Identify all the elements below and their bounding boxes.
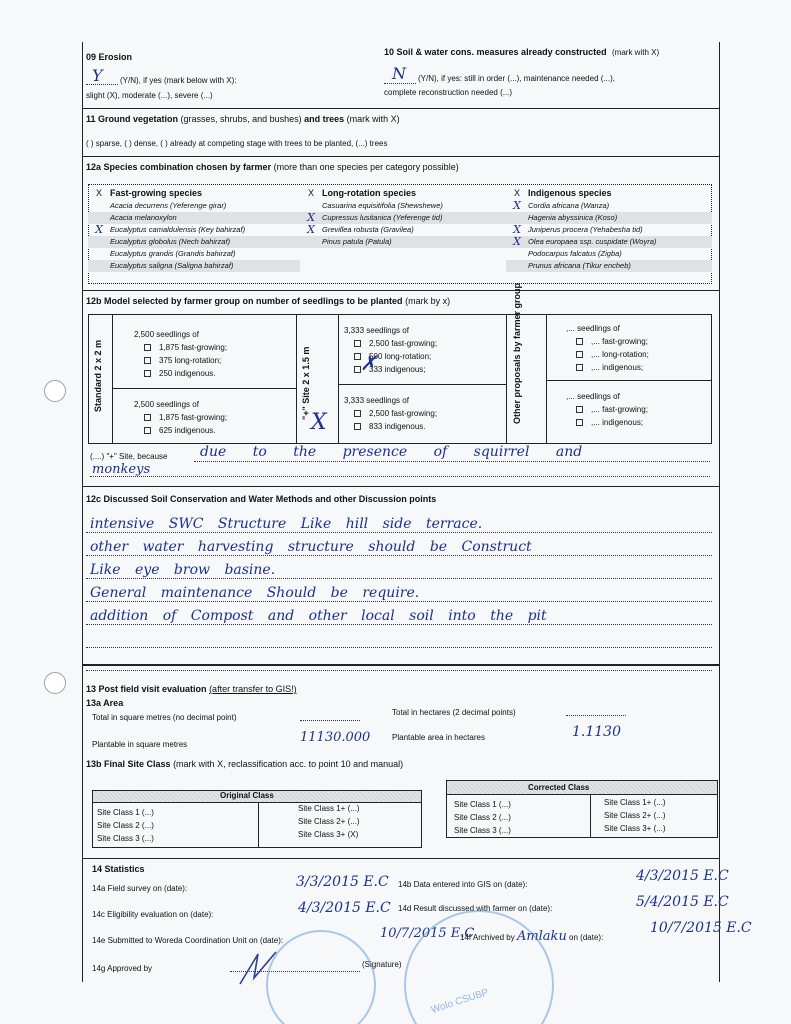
model-other-2 <box>566 390 648 429</box>
species-mark: X <box>513 223 521 236</box>
plantable-sqm-value: 11130.000 <box>300 730 371 745</box>
s10-yn-value: N <box>392 64 406 83</box>
s13b-title-note: (mark with X, reclassification acc. to point 10 and manual) <box>173 759 404 769</box>
s13-title-row <box>86 684 297 694</box>
s14f-name: Amlaku <box>516 929 567 944</box>
species-col-mark: X <box>95 188 102 198</box>
species-mark <box>300 236 322 248</box>
model-standard-1 <box>134 328 227 380</box>
model-plus-1 <box>344 324 437 376</box>
s13a-title: 13a Area <box>86 698 124 708</box>
checkbox <box>144 427 151 434</box>
species-row <box>300 200 506 212</box>
s14b-value: 4/3/2015 E.C <box>636 868 729 884</box>
seedling-option <box>566 361 649 374</box>
s14a-value: 3/3/2015 E.C <box>296 874 389 890</box>
species-col-long <box>300 186 506 248</box>
s11-title-end: and trees <box>304 114 345 124</box>
seedling-option-label: ,... indigenous; <box>591 418 644 427</box>
species-row <box>88 260 300 272</box>
seedling-option <box>344 407 437 420</box>
original-class-header: Original Class <box>220 791 274 800</box>
s14d-value: 5/4/2015 E.C <box>636 894 729 910</box>
model-standard-2 <box>134 398 227 437</box>
plantable-ha-value: 1.1130 <box>572 724 621 740</box>
plus1-longrot-mark: ✗ <box>360 351 377 375</box>
plantable-sqm-label: Plantable in square metres <box>92 740 188 749</box>
seedling-option <box>344 363 437 376</box>
seedling-option <box>344 350 437 363</box>
s14b-label: 14b Data entered into GIS on (date): <box>398 880 528 889</box>
site-class-item: Site Class 3+ (X) <box>298 830 359 839</box>
s14f-label-pre: 14f Archived by <box>460 933 515 942</box>
seedling-option-label: 1,875 fast-growing; <box>159 413 228 422</box>
species-row <box>506 248 712 260</box>
note-text: other water harvesting structure should be Construct <box>90 539 532 555</box>
species-mark <box>88 248 110 260</box>
species-mark <box>88 260 110 272</box>
s11-options: ( ) sparse, ( ) dense, ( ) already at competing stage with trees to be planted, (...) trees <box>86 139 388 148</box>
site-class-item: Site Class 1 (...) <box>454 800 511 809</box>
s14f-value: 10/7/2015 E.C <box>650 920 752 936</box>
seedling-option <box>344 337 437 350</box>
seedling-option <box>566 403 648 416</box>
species-name: Cordia africana (Wanza) <box>528 201 610 210</box>
species-mark: X <box>95 223 103 236</box>
seedling-option <box>134 341 227 354</box>
signature-label: (Signature) <box>362 960 402 969</box>
species-name: Eucalyptus camaldulensis (Key bahirzaf) <box>110 225 246 234</box>
seedling-option-label: 2,500 fast-growing; <box>369 409 438 418</box>
punch-hole <box>44 672 66 694</box>
site-class-item: Site Class 3+ (...) <box>604 824 666 833</box>
s14e-value: 10/7/2015 E.C <box>380 926 475 941</box>
species-mark: X <box>513 199 521 212</box>
seedling-option-label: 1,875 fast-growing; <box>159 343 228 352</box>
s12c-title: 12c Discussed Soil Conservation and Water Methods and other Discussion points <box>86 494 437 504</box>
plantable-ha-label: Plantable area in hectares <box>392 733 485 742</box>
note-line <box>86 556 712 579</box>
total-sqm-label: Total in square metres (no decimal point) <box>92 713 237 722</box>
site-class-item: Site Class 2+ (...) <box>604 811 666 820</box>
seedling-option <box>134 367 227 380</box>
corrected-class-list <box>454 798 511 837</box>
species-col-indig <box>506 186 712 272</box>
s14d-label: 14d Result discussed with farmer on (date): <box>398 904 553 913</box>
seedling-option <box>344 420 437 433</box>
species-row <box>88 248 300 260</box>
checkbox <box>144 357 151 364</box>
checkbox <box>354 340 361 347</box>
seedling-option-label: ,... fast-growing; <box>591 337 648 346</box>
note-text: intensive SWC Structure Like hill side terrace. <box>90 516 483 532</box>
species-name: Eucalyptus globolus (Nech bahirzaf) <box>110 237 231 246</box>
species-mark: X <box>513 235 521 248</box>
species-name: Eucalyptus saligna (Saligna bahirzaf) <box>110 261 234 270</box>
plus-site-label: "+" Site 2 x 1.5 m <box>301 346 311 420</box>
species-name: Eucalyptus grandis (Grandis bahirzaf) <box>110 249 236 258</box>
species-name: Podocarpus falcatus (Zigba) <box>528 249 622 258</box>
note-text: General maintenance Should be require. <box>90 585 420 601</box>
s10-title-note: (mark with X) <box>612 48 660 57</box>
site-class-item: Site Class 1 (...) <box>97 808 154 817</box>
species-name: Acacia melanoxylon <box>110 213 177 222</box>
original-class-list <box>97 806 154 845</box>
seedling-option-label: 625 indigenous. <box>159 426 216 435</box>
seedling-option-label: 500 long-rotation; <box>369 352 432 361</box>
species-row <box>88 236 300 248</box>
model-plus-2 <box>344 394 437 433</box>
because-label: (....) "+" Site, because <box>90 452 168 461</box>
note-text: Like eye brow basine. <box>90 562 276 578</box>
seedling-option <box>134 354 227 367</box>
species-name: Acacia decurrens (Yeferenge girar) <box>110 201 227 210</box>
species-mark: X <box>307 223 315 236</box>
site-class-item: Site Class 1+ (...) <box>604 798 666 807</box>
checkbox <box>576 364 583 371</box>
s09-severity: slight (X), moderate (...), severe (...) <box>86 91 213 100</box>
species-mark <box>88 236 110 248</box>
s13-title: 13 Post field visit evaluation <box>86 684 207 694</box>
total-ha-field <box>566 715 626 716</box>
corrected-class-header: Corrected Class <box>528 783 590 792</box>
s12a-title-row <box>86 162 459 172</box>
note-text: addition of Compost and other local soil into the pit <box>90 608 547 624</box>
s14e-label: 14e Submitted to Woreda Coordination Unit on (date): <box>92 936 284 945</box>
s10-yn-line <box>384 83 416 84</box>
seedling-option-label: 250 indigenous. <box>159 369 216 378</box>
s14f-label-post: on (date): <box>569 933 604 942</box>
seedling-head: 3,333 seedlings of <box>344 326 409 335</box>
species-row <box>506 200 712 212</box>
other-proposals-label: Other proposals by farmer group <box>512 282 522 424</box>
species-col-mark: X <box>307 188 314 198</box>
checkbox <box>144 414 151 421</box>
species-row <box>88 212 300 224</box>
species-header-row <box>300 186 506 200</box>
s14g-label: 14g Approved by <box>92 964 153 973</box>
corrected-class-plus-list <box>604 796 666 835</box>
because-line-2: monkeys <box>92 462 151 477</box>
checkbox <box>144 370 151 377</box>
checkbox <box>576 338 583 345</box>
species-row <box>506 224 712 236</box>
species-header-row <box>506 186 712 200</box>
s10-title: 10 Soil & water cons. measures already constructed <box>384 47 607 57</box>
species-col-header: Indigenous species <box>528 188 612 198</box>
species-col-header: Fast-growing species <box>110 188 203 198</box>
model-other-1 <box>566 322 649 374</box>
species-row <box>506 236 712 248</box>
s11-title-note: (grasses, shrubs, and bushes) <box>180 114 302 124</box>
note-line <box>86 533 712 556</box>
s14a-label: 14a Field survey on (date): <box>92 884 188 893</box>
seedling-option <box>566 348 649 361</box>
s12a-title-note: (more than one species per category possible) <box>273 162 459 172</box>
species-name: Prunus africana (Tikur encheb) <box>528 261 631 270</box>
checkbox <box>576 406 583 413</box>
species-name: Juniperus procera (Yehabesha tid) <box>528 225 643 234</box>
species-row <box>506 212 712 224</box>
seedling-head: 2,500 seedlings of <box>134 400 199 409</box>
species-row <box>88 200 300 212</box>
total-ha-label: Total in hectares (2 decimal points) <box>392 708 516 717</box>
checkbox <box>144 344 151 351</box>
seedling-option <box>134 411 227 424</box>
s12b-title-row <box>86 296 450 306</box>
s13-title-note: (after transfer to GIS!) <box>209 684 297 694</box>
stamp-text: Wolo CSUBP <box>429 987 491 1016</box>
punch-hole <box>44 380 66 402</box>
note-blank-line <box>86 648 712 671</box>
seedling-head: 3,333 seedlings of <box>344 396 409 405</box>
species-mark <box>506 248 528 260</box>
seedling-option <box>566 416 648 429</box>
total-sqm-field <box>300 720 360 721</box>
seedling-option-label: ,... fast-growing; <box>591 405 648 414</box>
species-name: Pinus patula (Patula) <box>322 237 392 246</box>
note-line <box>86 579 712 602</box>
site-class-item: Site Class 3 (...) <box>454 826 511 835</box>
plus-site-mark: X <box>311 410 327 435</box>
s09-title: 09 Erosion <box>86 52 133 62</box>
site-class-item: Site Class 3 (...) <box>97 834 154 843</box>
note-blank-line <box>86 625 712 648</box>
species-name: Grevillea robusta (Gravilea) <box>322 225 414 234</box>
s10-yn-label: (Y/N), if yes: still in order (...), maintenance needed (...), <box>418 74 615 83</box>
s11-title-row <box>86 114 400 124</box>
seedling-option-label: ,... indigenous; <box>591 363 644 372</box>
s12b-title: 12b Model selected by farmer group on number of seedlings to be planted <box>86 296 403 306</box>
s09-yn-line <box>86 84 118 85</box>
species-mark <box>88 200 110 212</box>
s14c-value: 4/3/2015 E.C <box>298 900 391 916</box>
species-name: Casuarina equisitifolia (Shewshewe) <box>322 201 443 210</box>
s13b-title-row <box>86 759 403 769</box>
s09-yn-label: (Y/N), if yes (mark below with X): <box>120 76 237 85</box>
s14-title: 14 Statistics <box>92 864 145 874</box>
s12a-title: 12a Species combination chosen by farmer <box>86 162 272 172</box>
site-class-item: Site Class 2+ (...) <box>298 817 360 826</box>
species-col-header: Long-rotation species <box>322 188 417 198</box>
site-class-item: Site Class 2 (...) <box>454 813 511 822</box>
because-line-1: due to the presence of squirrel and <box>200 444 583 460</box>
s12b-title-note: (mark by x) <box>405 296 451 306</box>
note-line <box>86 510 712 533</box>
standard-label: Standard 2 x 2 m <box>93 339 103 412</box>
checkbox <box>576 351 583 358</box>
s11-title-end-note: (mark with X) <box>346 114 400 124</box>
site-class-item: Site Class 1+ (...) <box>298 804 360 813</box>
seedling-option-label: 375 long-rotation; <box>159 356 222 365</box>
site-class-item: Site Class 2 (...) <box>97 821 154 830</box>
discussion-notes <box>86 510 712 671</box>
checkbox <box>576 419 583 426</box>
species-col-fast <box>88 186 300 272</box>
species-name: Hagenia abyssinica (Koso) <box>528 213 618 222</box>
seedling-option <box>566 335 649 348</box>
species-mark: X <box>307 211 315 224</box>
note-line <box>86 602 712 625</box>
s09-yn-value: Y <box>92 66 103 85</box>
s14c-label: 14c Eligibility evaluation on (date): <box>92 910 214 919</box>
species-row <box>506 260 712 272</box>
s13b-title: 13b Final Site Class <box>86 759 171 769</box>
seedling-option <box>134 424 227 437</box>
species-header-row <box>88 186 300 200</box>
seedling-option-label: ,... long-rotation; <box>591 350 649 359</box>
s11-title: 11 Ground vegetation <box>86 114 179 124</box>
seedling-option-label: 2,500 fast-growing; <box>369 339 438 348</box>
species-row <box>88 224 300 236</box>
seedling-head: ,... seedlings of <box>566 392 620 401</box>
seedling-option-label: 833 indigenous. <box>369 422 426 431</box>
seedling-option-label: 333 indigenous; <box>369 365 426 374</box>
species-row <box>300 212 506 224</box>
species-row <box>300 224 506 236</box>
species-col-mark: X <box>513 188 520 198</box>
species-mark <box>506 260 528 272</box>
species-name: Cupressus lusitanica (Yeferenge tid) <box>322 213 443 222</box>
species-row <box>300 236 506 248</box>
checkbox <box>354 423 361 430</box>
s10-line2: complete reconstruction needed (...) <box>384 88 513 97</box>
species-name: Olea europaea ssp. cuspidate (Woyra) <box>528 237 657 246</box>
original-class-plus-list <box>298 802 360 841</box>
checkbox <box>354 410 361 417</box>
seedling-head: ,... seedlings of <box>566 324 620 333</box>
seedling-head: 2,500 seedlings of <box>134 330 199 339</box>
